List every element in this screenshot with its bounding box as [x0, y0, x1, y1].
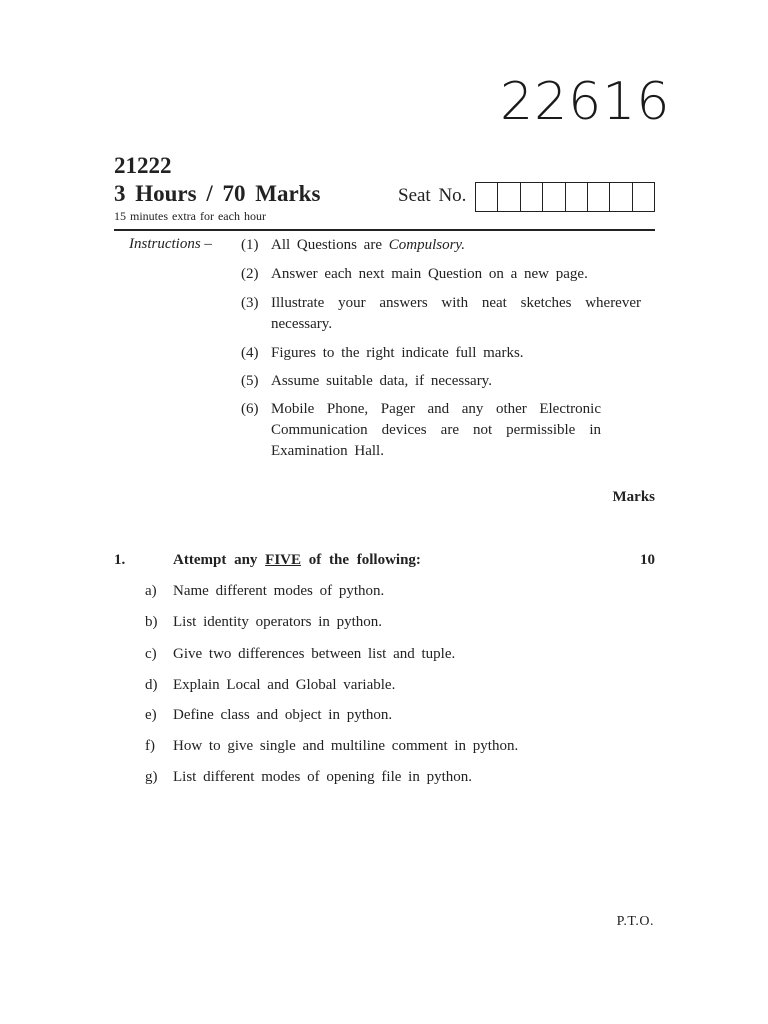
seat-number-boxes[interactable]: [475, 182, 655, 212]
sub-question-letter: b): [145, 614, 158, 630]
sub-question-letter: f): [145, 738, 155, 754]
sub-question-letter: c): [145, 646, 157, 662]
sub-question-letter: d): [145, 677, 158, 693]
sub-question: [145, 739, 518, 754]
sub-question: [145, 678, 395, 693]
seat-digit-box[interactable]: [633, 183, 654, 211]
instruction-text: All Questions are: [271, 237, 389, 253]
question-marks: 10: [640, 552, 655, 568]
page-turn-note: P.T.O.: [616, 914, 654, 929]
sub-question-text: How to give single and multiline comment in python.: [173, 738, 519, 754]
sub-question: [145, 770, 472, 785]
sub-question-letter: a): [145, 583, 157, 599]
instruction-number: (2): [241, 266, 259, 282]
sub-question-text: Give two differences between list and tuple.: [173, 646, 456, 662]
sub-question-text: List identity operators in python.: [173, 614, 383, 630]
question-number: 1.: [114, 552, 126, 568]
instruction-item: [241, 399, 601, 462]
instructions-label: Instructions –: [129, 236, 212, 252]
sub-question-text: Explain Local and Global variable.: [173, 677, 396, 693]
seat-number-label: Seat No.: [398, 185, 467, 206]
instruction-number: (1): [241, 237, 259, 253]
instruction-item: [241, 343, 641, 364]
paper-code: 22616: [500, 72, 671, 132]
instruction-text: Answer each next main Question on a new page.: [271, 266, 588, 282]
sub-question: [145, 708, 392, 723]
question-title: Attempt any FIVE of the following:: [173, 552, 421, 568]
instruction-number: (5): [241, 373, 259, 389]
instruction-text: Figures to the right indicate full marks.: [271, 345, 524, 361]
seat-digit-box[interactable]: [498, 183, 520, 211]
instruction-text: Illustrate your answers with neat sketches wherever necessary.: [271, 295, 641, 332]
header-divider: [114, 229, 655, 231]
marks-heading: Marks: [612, 489, 655, 505]
seat-digit-box[interactable]: [566, 183, 588, 211]
sub-question-text: Name different modes of python.: [173, 583, 385, 599]
instruction-item: [241, 235, 641, 256]
subject-code: 21222: [114, 153, 172, 178]
instruction-item: [241, 293, 641, 335]
instruction-text: Mobile Phone, Pager and any other Electronic Communication devices are not permissible in Examination Hall.: [271, 401, 601, 459]
instruction-number: (3): [241, 295, 259, 311]
instruction-text: Assume suitable data, if necessary.: [271, 373, 492, 389]
extra-time-note: 15 minutes extra for each hour: [114, 209, 266, 223]
sub-question-text: Define class and object in python.: [173, 707, 393, 723]
question-emphasis: FIVE: [265, 552, 301, 568]
seat-digit-box[interactable]: [521, 183, 543, 211]
seat-digit-box[interactable]: [610, 183, 632, 211]
seat-digit-box[interactable]: [543, 183, 565, 211]
instruction-item: [241, 371, 641, 392]
instruction-number: (4): [241, 345, 259, 361]
seat-digit-box[interactable]: [588, 183, 610, 211]
sub-question-letter: g): [145, 769, 158, 785]
sub-question: [145, 647, 455, 662]
sub-question: [145, 584, 384, 599]
sub-question-text: List different modes of opening file in python.: [173, 769, 473, 785]
instruction-number: (6): [241, 401, 259, 417]
sub-question-letter: e): [145, 707, 157, 723]
instruction-item: [241, 264, 641, 285]
instruction-emphasis: Compulsory.: [388, 237, 465, 253]
duration-marks: 3 Hours / 70 Marks: [114, 181, 321, 206]
sub-question: [145, 615, 382, 630]
seat-digit-box[interactable]: [476, 183, 498, 211]
